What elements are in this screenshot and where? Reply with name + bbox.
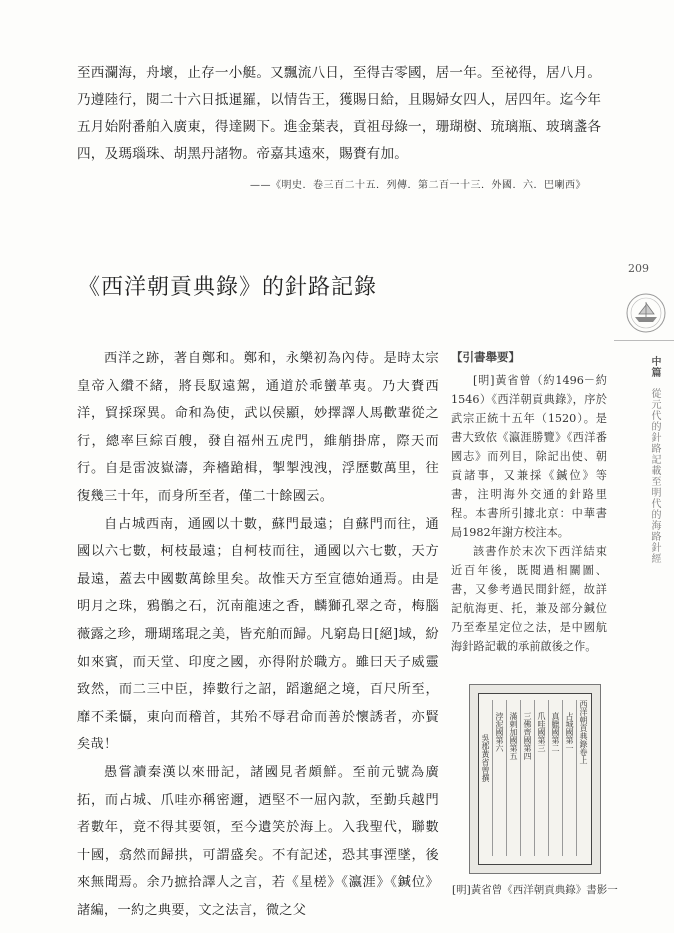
scan-column-rule [548,700,549,856]
book-scan-image [469,684,601,874]
scan-column-text: 滿剌加國第五 [509,712,518,760]
citation: ——《明史．卷三百二十五．列傳．第二百一十三．外國．六．巴喇西》 [250,180,586,191]
scan-column-text: 占城國第一 [565,712,574,752]
scan-column-rule [520,700,521,856]
image-caption: [明]黃省曾《西洋朝貢典錄》書影一 [452,884,618,896]
section-title: 《西洋朝貢典錄》的針路記錄 [78,275,378,300]
ship-emblem-icon [625,292,667,334]
main-paragraph: 自占城西南，通國以十數，蘇門最遠；自蘇門而往，通國以六七數，柯枝最遠；自柯枝而往，通國以六七數，天方最遠，蓋去中國數萬餘里矣。故惟天方至宣德始通焉。由是明月之珠，鴉鶻之石，沉南龍速之香，麟獅孔翠之奇，梅腦薇露之珍，珊瑚瑤琨之美，皆充舶而歸。凡窮島日[絕]域，紛如來賓，而天堂、印度之國，亦得附於職方。雖曰天子威靈致然，而二三中臣，捧數行之詔，蹈邈絕之境，百尺所至，靡不柔懾，東向而稽首，其殆不辱君命而善於懷誘者，亦賢矣哉！ [77,516,439,753]
page-number: 209 [628,262,649,275]
reference-heading: 【引書舉要】 [451,350,520,364]
scan-column-text: 爪哇國第三 [537,712,546,752]
main-column [77,345,439,924]
reference-paragraph: 該書作於末次下西洋結束近百年後，既閱過相關圖、書，又參考過民間針經，故詳記航海更、托，兼及部分鍼位乃至牽星定位之法，是中國航海針路記載的承前啟後之作。 [451,545,607,653]
scan-column-text: 浡泥國第六 [495,712,504,752]
top-paragraph: 至西瀾海，舟壞，止存一小艇。又飄流八日，至得吉零國，居一年。至祕得，居八月。乃遵陸行，閱二十六日抵暹羅，以情告王，獲賜日給，且賜婦女四人，居四年。迄今年五月始附番舶入廣東，得達闕下。進金葉表，貢祖母綠一，珊瑚樹、琉璃瓶、玻璃盞各四，及瑪瑙珠、胡黑丹諸物。帝嘉其遠來，賜賚有加。 [77,65,602,162]
scan-column-text: 真臘國第二 [551,712,560,752]
side-band-head: 中篇 [649,356,660,378]
scan-column-text: 三佛齊國第四 [523,712,532,760]
main-paragraph: 愚嘗讀秦漢以來冊記，諸國見者頗鮮。至前元號為廣拓，而占城、爪哇亦稱密邇，迺堅不一屈內款，至勤兵越門者數年，竟不得其要領，至今遺笑於海上。入我聖代，聯數十國，翕然而歸拱，可謂盛矣。不有記述，恐其事湮墜，後來無聞焉。余乃摭拾譯人之言，若《星槎》《瀛涯》《鍼位》諸編，一約之典要，文之法言，微之父 [77,764,439,918]
side-rule [614,340,674,341]
reference-paragraph: [明]黃省曾（約1496－約1546）《西洋朝貢典錄》，序於武宗正統十五年（1520）。是書大致依《瀛涯勝覽》《西洋番國志》而列目，除記出使、朝貢諸事，又兼採《鍼位》等書，注明海外交通的針路里程。本書所引據北京：中華書局1982年謝方校注本。 [451,374,607,539]
scan-column-rule [576,700,577,856]
scan-column-rule [492,700,493,856]
scan-column-text: 吳郡黃省曾撰 [481,734,490,782]
scan-column-rule [506,700,507,856]
book-scan-frame [478,693,592,865]
scan-column-rule [534,700,535,856]
main-paragraph: 西洋之跡，著自鄭和。鄭和，永樂初為內侍。是時太宗皇帝入纘不緒，將長馭遠駕，通道於乖蠻革夷。乃大賚西洋，貿採琛異。命和為使，武以侯顯，妙擇譯人馬歡輩從之行，總率巨綜百艘，發自福州五虎門，維艄掛席，際天而行。自是雷波嶽濤，奔檣蹌楫，掣掣洩洩，浮歷數萬里，往復幾三十年，而身所至者，僅二十餘國云。 [77,351,439,504]
scan-column-rule [562,700,563,856]
side-band [644,356,662,646]
reference-box [451,348,607,656]
side-band-text: 從元代的針路記載至明代的海路針經 [649,388,660,565]
scan-column-text: 西洋朝貢典錄卷上 [579,700,588,764]
